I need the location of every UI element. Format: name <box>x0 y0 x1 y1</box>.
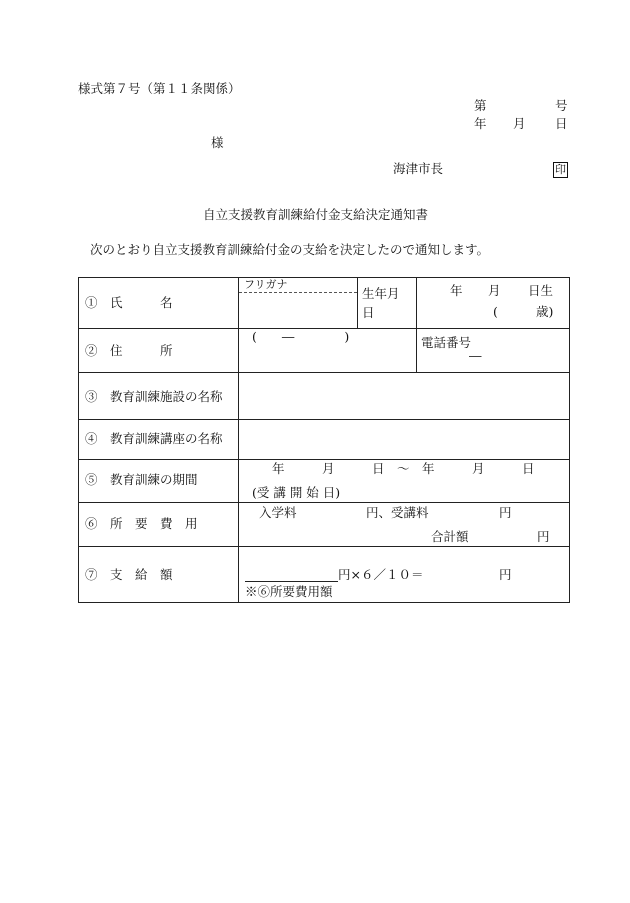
birth-label-1: 生年月 <box>362 286 400 301</box>
label-period: ⑤ 教育訓練の期間 <box>85 472 198 487</box>
label-amount: ⑦ 支 給 額 <box>85 567 173 582</box>
phone-dash: ― <box>469 348 482 363</box>
col-divider <box>416 278 417 372</box>
row-divider <box>79 502 569 503</box>
row-divider <box>79 419 569 420</box>
date-day-label: 日 <box>555 116 568 131</box>
row-divider <box>79 372 569 373</box>
furigana-divider <box>239 292 357 293</box>
date-month-label: 月 <box>513 116 526 131</box>
label-address: ② 住 所 <box>85 343 173 358</box>
age-open: ( <box>493 304 498 319</box>
amount-formula: 円×６／１０＝ <box>338 567 424 582</box>
postal-code: ( ― ) <box>252 329 350 344</box>
entrance-fee-label: 入学料 <box>259 505 297 520</box>
birth-day: 日生 <box>528 283 554 298</box>
label-name: ① 氏 名 <box>85 295 173 310</box>
age-close: 歳) <box>536 304 554 319</box>
date-year-label: 年 <box>474 116 487 131</box>
amount-result-unit: 円 <box>499 567 512 582</box>
amount-blank-line <box>245 581 338 582</box>
seal-mark: 印 <box>555 163 566 176</box>
row-divider <box>79 459 569 460</box>
col-divider <box>357 278 358 328</box>
issuer: 海津市長 <box>393 161 444 176</box>
phone-label: 電話番号 <box>421 335 472 350</box>
form-number: 様式第７号（第１１条関係） <box>78 81 241 96</box>
info-table <box>78 277 570 603</box>
total-unit: 円 <box>537 529 550 544</box>
no-label: 第 <box>474 98 487 113</box>
go-label: 号 <box>555 98 568 113</box>
fee-unit: 円 <box>499 505 512 520</box>
birth-label-2: 日 <box>362 305 375 320</box>
row-divider <box>79 546 569 547</box>
addressee-suffix: 様 <box>211 135 224 150</box>
label-course: ④ 教育訓練講座の名称 <box>85 431 223 446</box>
fee-separator: 円、受講料 <box>366 505 429 520</box>
furigana-label: フリガナ <box>244 278 288 291</box>
birth-month: 月 <box>488 283 501 298</box>
total-label: 合計額 <box>431 529 469 544</box>
label-cost: ⑥ 所 要 費 用 <box>85 516 198 531</box>
period-dates: 年 月 日 ～ 年 月 日 <box>272 461 535 476</box>
col-divider <box>238 278 239 602</box>
birth-year: 年 <box>450 283 463 298</box>
label-facility: ③ 教育訓練施設の名称 <box>85 389 223 404</box>
body-text: 次のとおり自立支援教育訓練給付金の支給を決定したので通知します。 <box>90 242 490 257</box>
amount-note: ※⑥所要費用額 <box>245 584 333 599</box>
document-title: 自立支援教育訓練給付金支給決定通知書 <box>203 207 429 222</box>
period-note: (受 講 開 始 日) <box>252 485 341 500</box>
